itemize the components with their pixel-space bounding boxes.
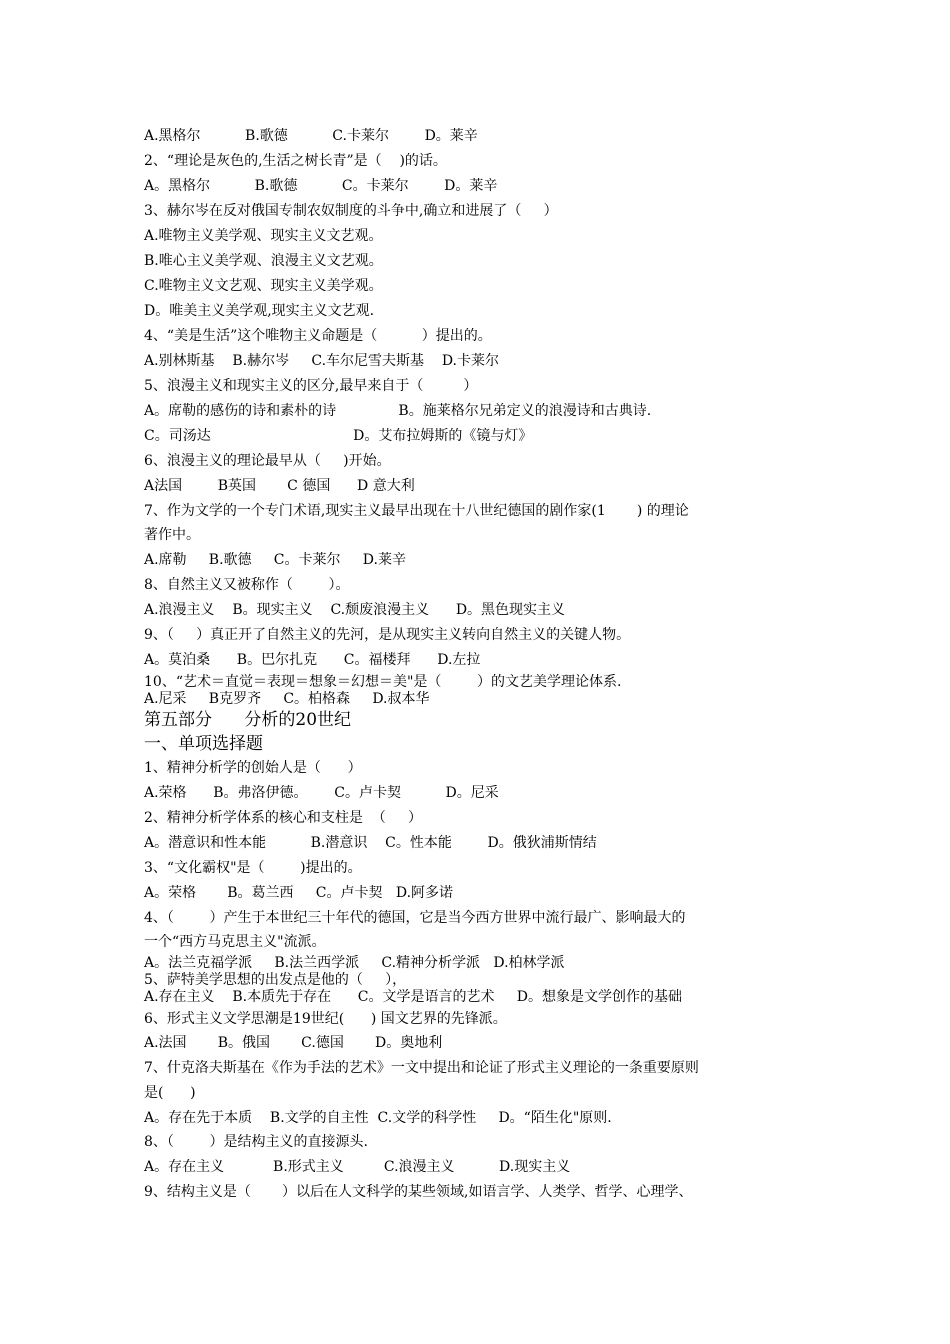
options-line: A.别林斯基 B.赫尔岑 C.车尔尼雪夫斯基 D.卡莱尔 [144,353,499,369]
options-line: A.席勒 B.歌德 C。卡莱尔 D.莱辛 [144,552,406,568]
options-line: A.荣格 B。弗洛伊德。 C。卢卡契 D。尼采 [144,785,499,801]
option-line: C.唯物主义文艺观、现实主义美学观。 [144,278,383,294]
question-line: 2、精神分析学体系的核心和支柱是 （ ） [144,810,423,826]
options-line: A。存在主义 B.形式主义 C.浪漫主义 D.现实主义 [144,1159,571,1175]
question-line: 3、“文化霸权"是（ )提出的。 [144,860,362,876]
options-line: A。席勒的感伤的诗和素朴的诗 B。施莱格尔兄弟定义的浪漫诗和古典诗. [144,403,652,419]
question-line: 5、浪漫主义和现实主义的区分,最早来自于（ ） [144,378,478,394]
question-line: 6、形式主义文学思潮是19世纪( ) 国文艺界的先锋派。 [144,1011,507,1027]
question-line: 4、（ ）产生于本世纪三十年代的德国，它是当今西方世界中流行最广、影响最大的 [144,910,686,926]
question-line: 10、“艺术＝直觉＝表现＝想象＝幻想＝美"是（ ）的文艺美学理论体系. [144,674,622,690]
question-line: 2、“理论是灰色的,生活之树长青”是（ )的话。 [144,153,447,169]
question-line: 是( ) [144,1085,196,1101]
question-line: 一个“西方马克思主义"流派。 [144,934,326,950]
question-line: 8、自然主义又被称作（ ）。 [144,577,350,593]
question-line: 8、（ ）是结构主义的直接源头. [144,1134,368,1150]
options-line: A。莫泊桑 B。巴尔扎克 C。福楼拜 D.左拉 [144,652,481,668]
options-line: C。司汤达 D。艾布拉姆斯的《镜与灯》 [144,428,533,444]
option-line: B.唯心主义美学观、浪漫主义文艺观。 [144,253,383,269]
section-heading: 第五部分 分析的20世纪 [144,710,352,730]
question-line: 6、浪漫主义的理论最早从（ )开始。 [144,453,391,469]
question-line: 著作中。 [144,527,200,543]
question-line: 7、作为文学的一个专门术语,现实主义最早出现在十八世纪德国的剧作家(1 ) 的理论 [144,503,689,519]
question-line: 3、赫尔岑在反对俄国专制农奴制度的斗争中,确立和进展了（ ） [144,203,558,219]
question-line: 1、精神分析学的创始人是（ ） [144,760,362,776]
question-line: 9、结构主义是（ ）以后在人文科学的某些领域,如语言学、人类学、哲学、心理学、 [144,1184,693,1200]
options-line: A。荣格 B。葛兰西 C。卢卡契 D.阿多诺 [144,885,454,901]
options-line: A。法兰克福学派 B.法兰西学派 C.精神分析学派 D.柏林学派 [144,955,565,971]
question-line: 9、（ ）真正开了自然主义的先河，是从现实主义转向自然主义的关键人物。 [144,627,631,643]
options-line: A.浪漫主义 B。现实主义 C.颓废浪漫主义 D。黑色现实主义 [144,602,566,618]
subsection-heading: 一、单项选择题 [144,734,263,754]
options-line: A。黑格尔 B.歌德 C。卡莱尔 D。莱辛 [144,178,498,194]
option-line: A.唯物主义美学观、现实主义文艺观。 [144,228,383,244]
question-line: 4、“美是生活”这个唯物主义命题是（ ）提出的。 [144,328,492,344]
option-line: D。唯美主义美学观,现实主义文艺观. [144,303,375,319]
options-line: A.尼采 B克罗齐 C。柏格森 D.叔本华 [144,691,430,707]
options-line: A法国 B英国 C 德国 D 意大利 [144,478,415,494]
question-line: 5、萨特美学思想的出发点是他的（ ）， [144,972,407,988]
options-line: A.法国 B。俄国 C.德国 D。奥地利 [144,1035,443,1051]
options-line: A。存在先于本质 B.文学的自主性 C.文学的科学性 D。“陌生化"原则. [144,1110,612,1126]
options-line: A。潜意识和性本能 B.潜意识 C。性本能 D。俄狄浦斯情结 [144,835,597,851]
question-line: 7、什克洛夫斯基在《作为手法的艺术》一文中提出和论证了形式主义理论的一条重要原则 [144,1060,699,1076]
text-line: A.黑格尔 B.歌德 C.卡莱尔 D。莱辛 [144,128,478,144]
options-line: A.存在主义 B.本质先于存在 C。文学是语言的艺术 D。想象是文学创作的基础 [144,989,682,1005]
